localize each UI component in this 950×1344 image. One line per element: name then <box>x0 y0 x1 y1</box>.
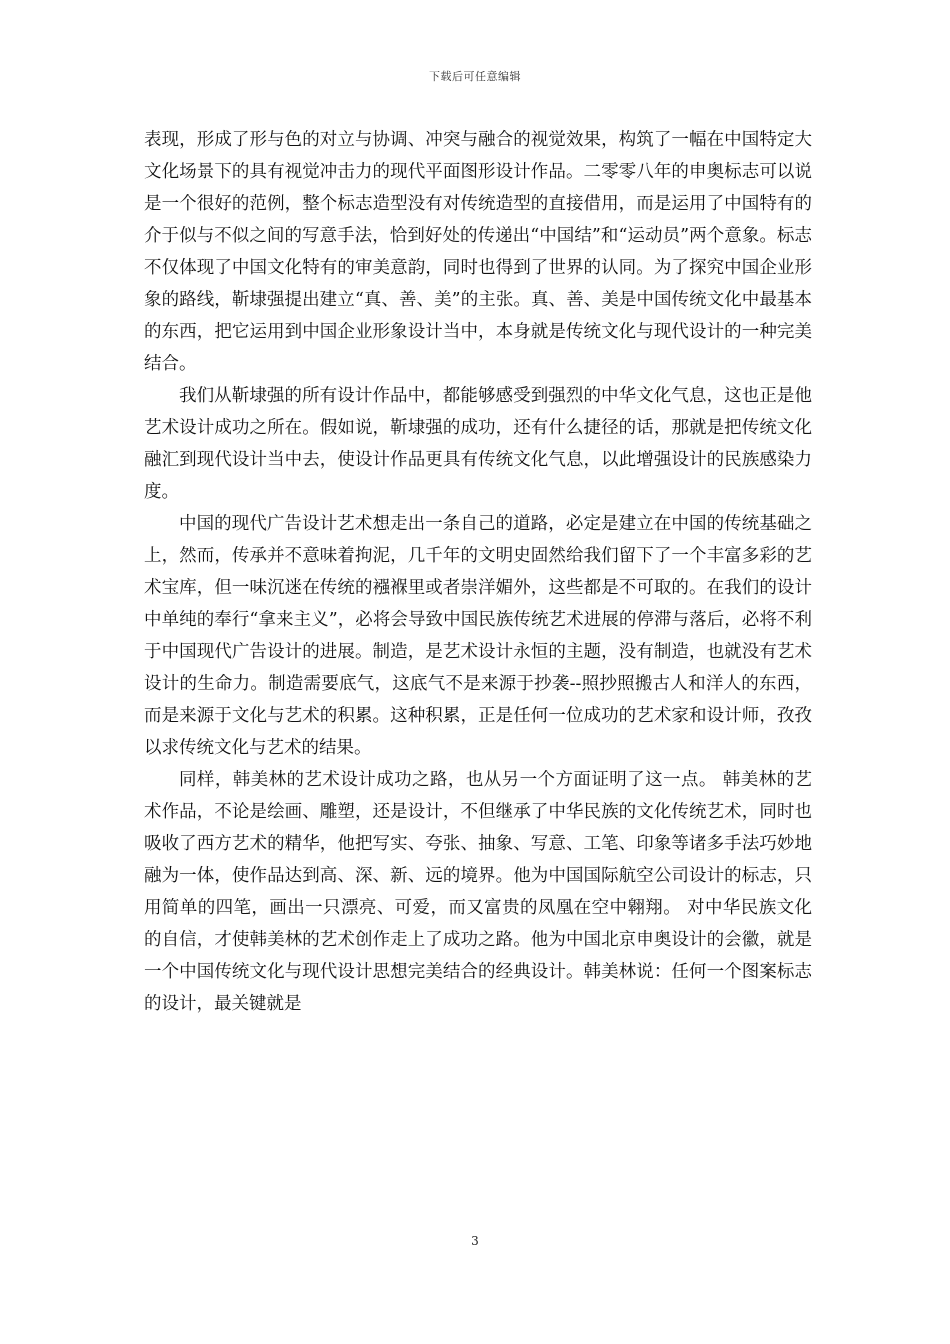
paragraph-2: 我们从靳埭强的所有设计作品中，都能够感受到强烈的中华文化气息，这也正是他艺术设计成功之所在。假如说，靳埭强的成功，还有什么捷径的话，那就是把传统文化融汇到现代设计当中去，使设计作品更具有传统文化气息，以此增强设计的民族感染力度。 <box>144 386 812 502</box>
paragraph-continuation: 表现，形成了形与色的对立与协调、冲突与融合的视觉效果，构筑了一幅在中国特定大文化场景下的具有视觉冲击力的现代平面图形设计作品。二零零八年的申奥标志可以说是一个很好的范例，整个标志造型没有对传统造型的直接借用，而是运用了中国特有的介于似与不似之间的写意手法，恰到好处的传递出“中国结”和“运动员”两个意象。标志不仅体现了中国文化特有的审美意韵，同时也得到了世界的认同。为了探究中国企业形象的路线，靳埭强提出建立“真、善、美”的主张。真、善、美是中国传统文化中最基本的东西，把它运用到中国企业形象设计当中，本身就是传统文化与现代设计的一种完美结合。 <box>144 130 812 374</box>
page-number: 3 <box>471 1234 479 1248</box>
body-text <box>144 124 812 1020</box>
header-note: 下载后可任意编辑 <box>429 70 521 83</box>
paragraph-4: 同样，韩美林的艺术设计成功之路，也从另一个方面证明了这一点。 韩美林的艺术作品，不论是绘画、雕塑，还是设计，不但继承了中华民族的文化传统艺术，同时也吸收了西方艺术的精华，他把写实、夸张、抽象、写意、工笔、印象等诸多手法巧妙地融为一体，使作品达到高、深、新、远的境界。他为中国国际航空公司设计的标志，只用简单的四笔，画出一只漂亮、可爱，而又富贵的凤凰在空中翱翔。 对中华民族文化的自信，才使韩美林的艺术创作走上了成功之路。他为中国北京申奥设计的会徽，就是一个中国传统文化与现代设计思想完美结合的经典设计。韩美林说：任何一个图案标志的设计，最关键就是 <box>144 770 812 1014</box>
paragraph-3: 中国的现代广告设计艺术想走出一条自己的道路，必定是建立在中国的传统基础之上，然而，传承并不意味着拘泥，几千年的文明史固然给我们留下了一个丰富多彩的艺术宝库，但一味沉迷在传统的襁褓里或者崇洋媚外，这些都是不可取的。在我们的设计中单纯的奉行“拿来主义”，必将会导致中国民族传统艺术进展的停滞与落后，必将不利于中国现代广告设计的进展。制造，是艺术设计永恒的主题，没有制造，也就没有艺术设计的生命力。制造需要底气，这底气不是来源于抄袭--照抄照搬古人和洋人的东西，而是来源于文化与艺术的积累。这种积累，正是任何一位成功的艺术家和设计师，孜孜以求传统文化与艺术的结果。 <box>144 514 812 758</box>
